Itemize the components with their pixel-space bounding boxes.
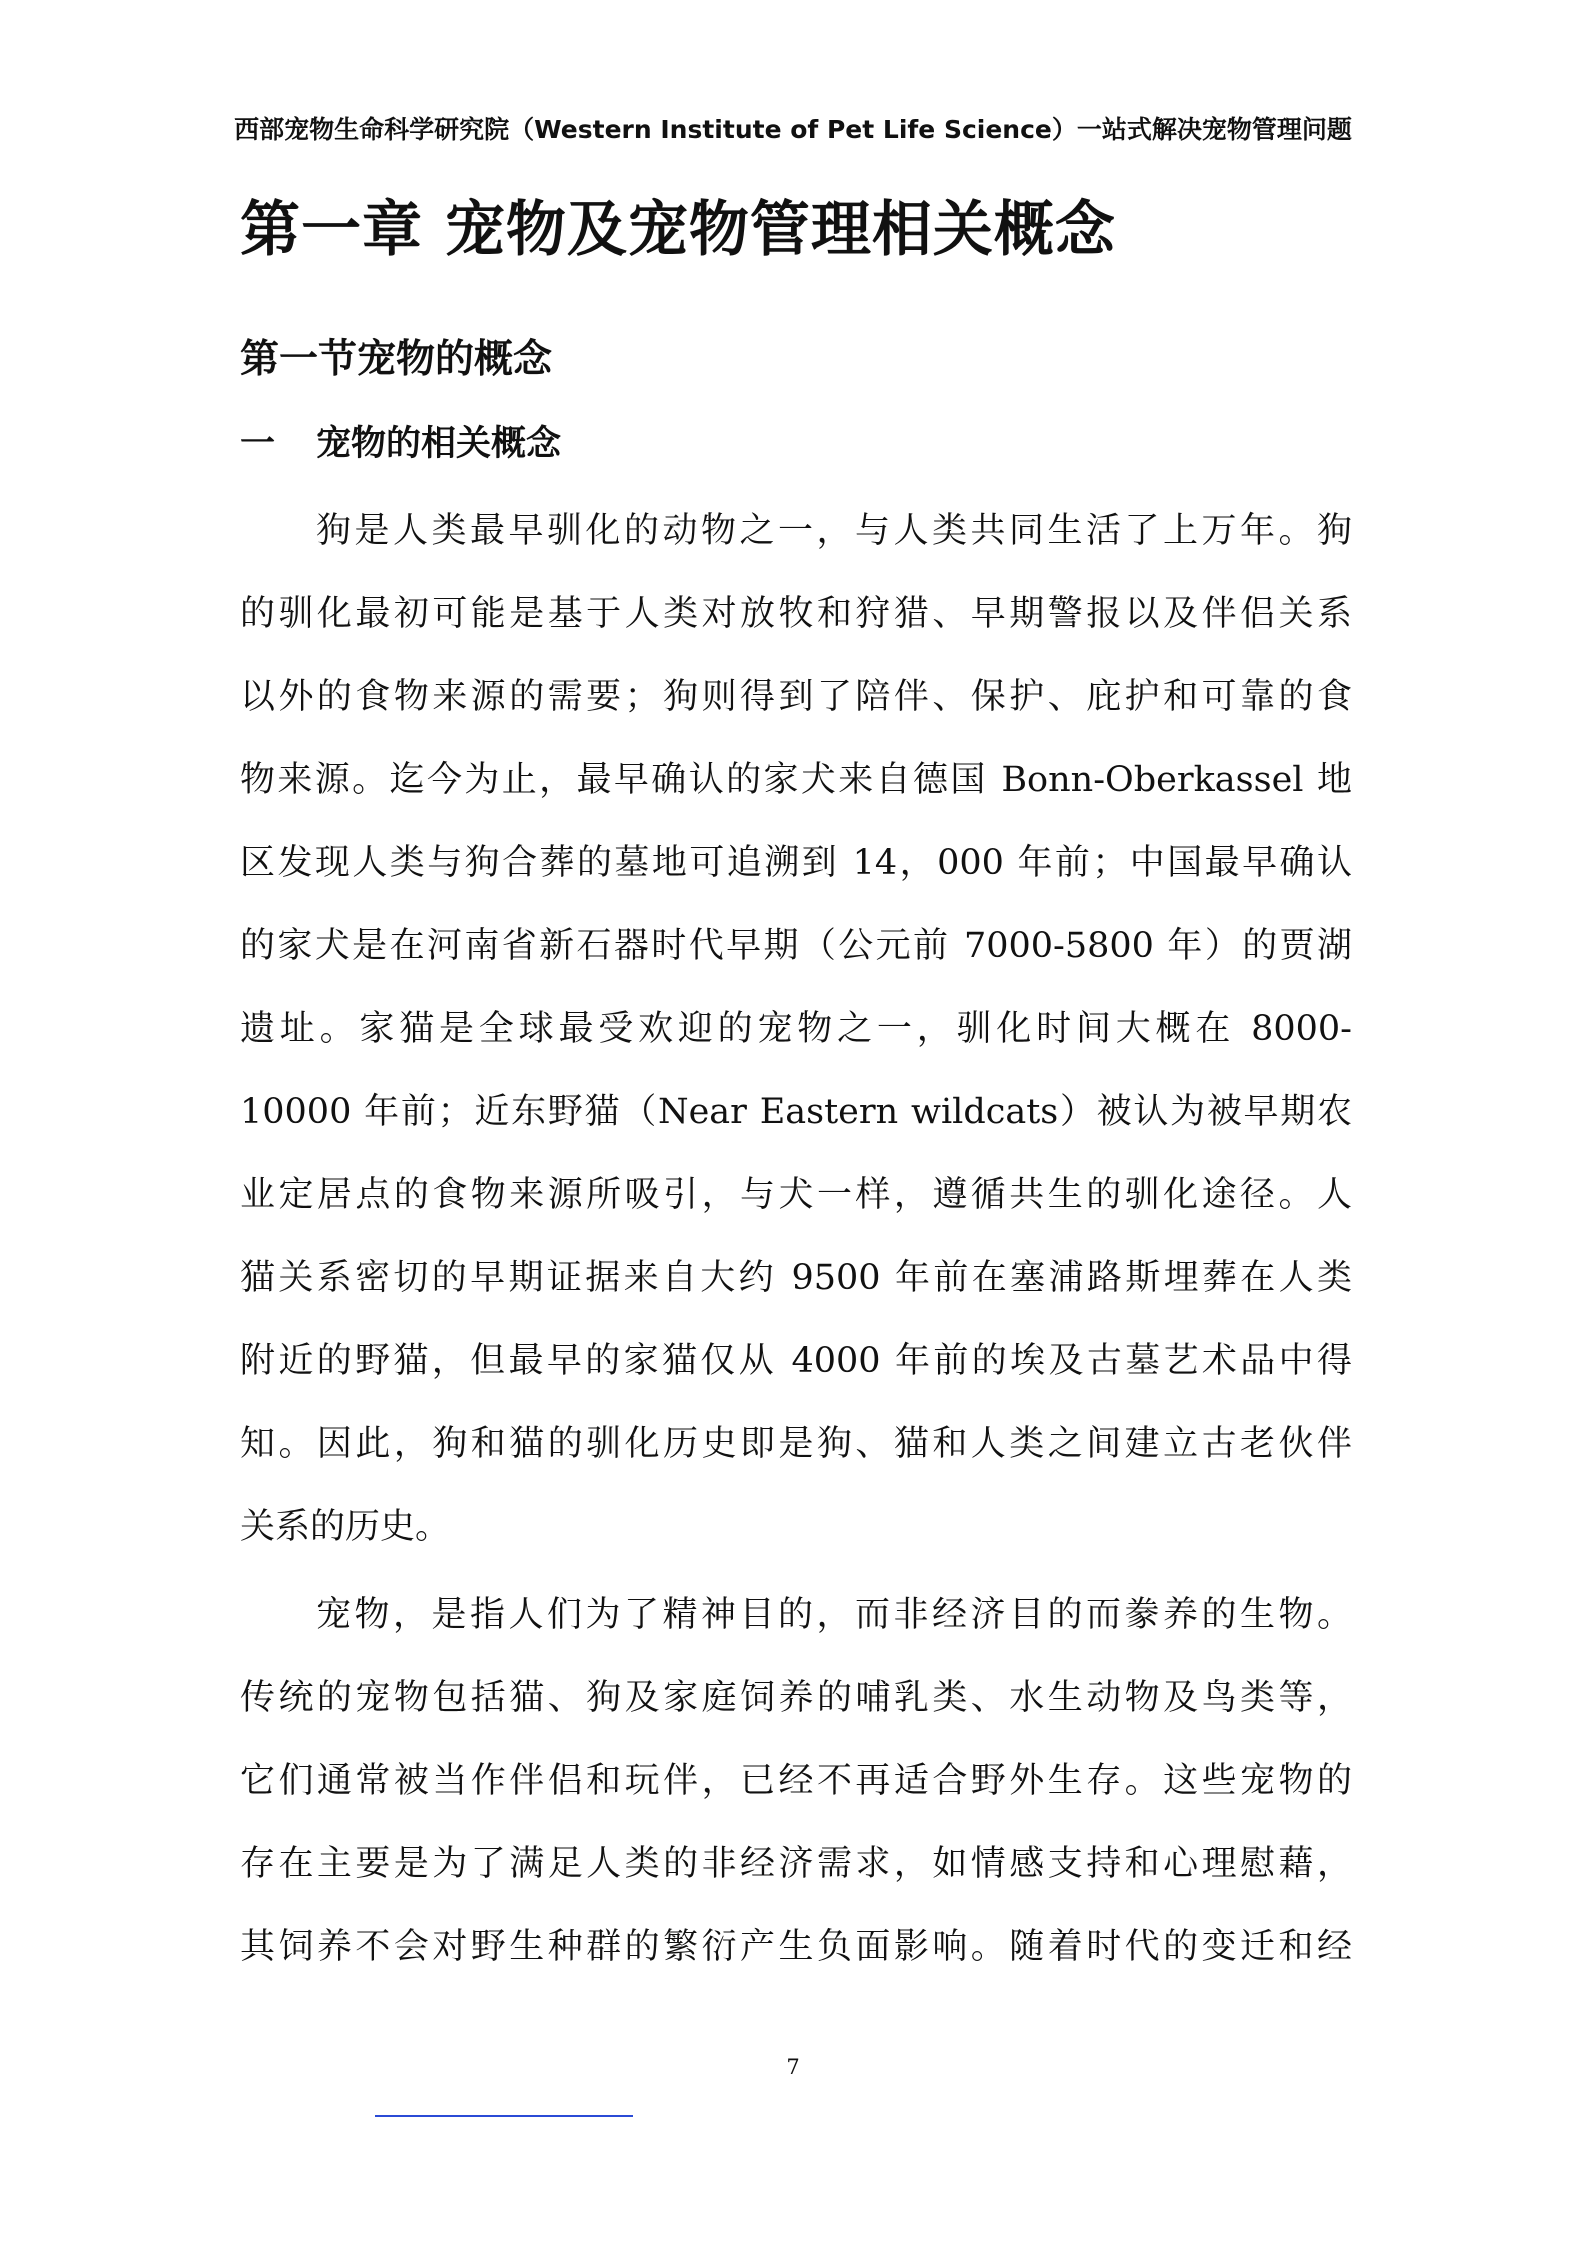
paragraph-line: 传统的宠物包括猫、狗及家庭饲养的哺乳类、水生动物及鸟类等， xyxy=(240,1678,1352,1718)
footnote-separator-line xyxy=(375,2115,633,2117)
chapter-title: 第一章 宠物及宠物管理相关概念 xyxy=(240,195,1116,265)
paragraph-line: 的驯化最初可能是基于人类对放牧和狩猎、早期警报以及伴侣关系 xyxy=(240,594,1352,634)
paragraph-line: 关系的历史。 xyxy=(240,1507,451,1547)
paragraph-line: 存在主要是为了满足人类的非经济需求，如情感支持和心理慰藉， xyxy=(240,1844,1352,1884)
paragraph-line: 以外的食物来源的需要；狗则得到了陪伴、保护、庇护和可靠的食 xyxy=(240,677,1352,717)
paragraph-line: 附近的野猫，但最早的家猫仅从 4000 年前的埃及古墓艺术品中得 xyxy=(240,1341,1352,1381)
paragraph-line: 宠物，是指人们为了精神目的，而非经济目的而豢养的生物。 xyxy=(316,1595,1352,1635)
paragraph-line: 其饲养不会对野生种群的繁衍产生负面影响。随着时代的变迁和经 xyxy=(240,1927,1352,1967)
subsection-number: 一 xyxy=(240,424,276,464)
page-number: 7 xyxy=(786,2055,800,2079)
paragraph-line: 的家犬是在河南省新石器时代早期（公元前 7000-5800 年）的贾湖 xyxy=(240,926,1352,966)
body-paragraph-1 xyxy=(240,490,1352,1569)
subsection-title xyxy=(240,418,561,470)
paragraph-line: 遗址。家猫是全球最受欢迎的宠物之一，驯化时间大概在 8000- xyxy=(240,1009,1352,1049)
subsection-title-text: 宠物的相关概念 xyxy=(316,424,562,464)
running-header: 西部宠物生命科学研究院（Western Institute of Pet Life Science）一站式解决宠物管理问题 xyxy=(234,115,1352,144)
paragraph-line: 猫关系密切的早期证据来自大约 9500 年前在塞浦路斯埋葬在人类 xyxy=(240,1258,1352,1298)
paragraph-line: 物来源。迄今为止，最早确认的家犬来自德国 Bonn-Oberkassel 地 xyxy=(240,760,1352,800)
paragraph-line: 它们通常被当作伴侣和玩伴，已经不再适合野外生存。这些宠物的 xyxy=(240,1761,1352,1801)
body-paragraph-2 xyxy=(240,1574,1352,1989)
paragraph-line: 狗是人类最早驯化的动物之一，与人类共同生活了上万年。狗 xyxy=(316,511,1352,551)
paragraph-line: 知。因此，狗和猫的驯化历史即是狗、猫和人类之间建立古老伙伴 xyxy=(240,1424,1352,1464)
section-title: 第一节宠物的概念 xyxy=(240,337,553,382)
paragraph-line: 10000 年前；近东野猫（Near Eastern wildcats）被认为被早期农 xyxy=(240,1092,1352,1132)
paragraph-line: 业定居点的食物来源所吸引，与犬一样，遵循共生的驯化途径。人 xyxy=(240,1175,1352,1215)
paragraph-line: 区发现人类与狗合葬的墓地可追溯到 14，000 年前；中国最早确认 xyxy=(240,843,1352,883)
